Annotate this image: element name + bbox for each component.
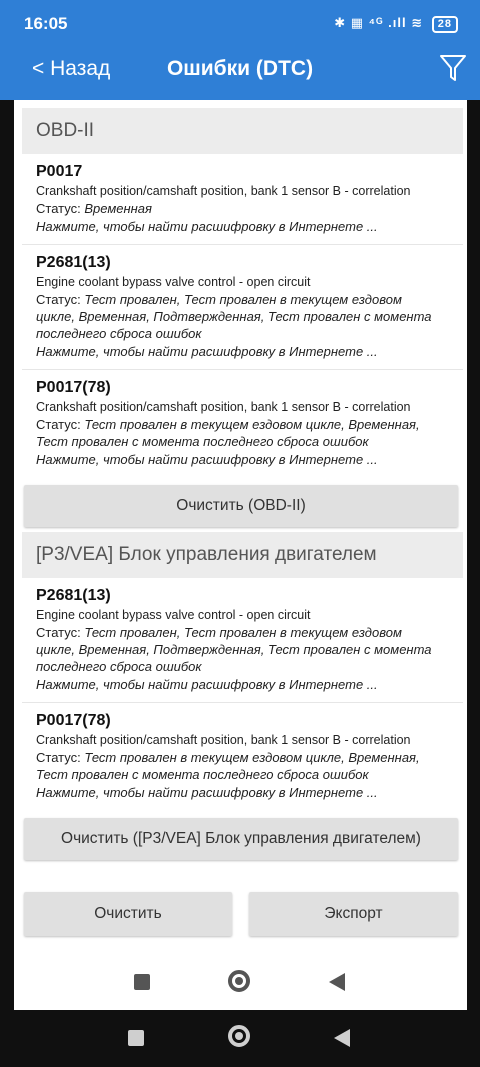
dtc-item[interactable] [22,578,463,702]
dtc-item[interactable] [22,154,463,244]
dtc-status-label: Статус: [36,417,85,432]
export-button[interactable]: Экспорт [249,892,458,936]
dtc-item[interactable] [22,245,463,369]
dtc-code: P0017(78) [36,379,111,396]
clear-all-button[interactable]: Очистить [24,892,232,936]
section-header-obd2: OBD-II [22,108,463,154]
dtc-status-line: последнего сброса ошибок [36,659,202,674]
dtc-screen [14,100,467,1010]
dtc-status-value: Тест провален в текущем ездовом цикле, Временная, [84,750,420,765]
dtc-status-line: цикле, Временная, Подтвержденная, Тест провален с момента [36,309,432,324]
dtc-status-label: Статус: [36,625,85,640]
status-icons-text: ✱ ▦ ⁴ᴳ .ıll ≋ [334,15,424,30]
dtc-search-hint[interactable]: Нажмите, чтобы найти расшифровку в Интернете ... [36,219,378,234]
dtc-status-label: Статус: [36,750,85,765]
filter-icon[interactable] [440,54,466,82]
dtc-search-hint[interactable]: Нажмите, чтобы найти расшифровку в Интернете ... [36,785,378,800]
dtc-status-value: Тест провален, Тест провален в текущем ездовом [84,292,402,307]
dtc-code: P0017 [36,163,83,180]
battery-icon: 28 [432,16,458,33]
dtc-status [36,416,449,433]
dtc-status-line: цикле, Временная, Подтвержденная, Тест провален с момента [36,642,432,657]
dtc-code: P2681(13) [36,254,111,271]
dtc-status [36,291,449,308]
dtc-status [36,749,449,766]
page-title: Ошибки (DTC) [166,57,314,80]
status-icons [334,15,458,33]
app-bar [0,50,480,100]
back-triangle-icon[interactable] [329,973,345,991]
clear-obd2-button[interactable]: Очистить (OBD-II) [24,485,458,527]
back-triangle-icon[interactable] [334,1029,350,1047]
dtc-code: P0017(78) [36,712,111,729]
dtc-description: Crankshaft position/camshaft position, bank 1 sensor B - correlation [36,733,411,747]
dtc-item[interactable] [22,370,463,476]
dtc-status [36,200,449,217]
dtc-description: Engine coolant bypass valve control - open circuit [36,275,311,289]
dtc-search-hint[interactable]: Нажмите, чтобы найти расшифровку в Интернете ... [36,452,378,467]
dtc-description: Engine coolant bypass valve control - open circuit [36,608,311,622]
recents-square-icon[interactable] [128,1030,144,1046]
dtc-status-line: последнего сброса ошибок [36,326,202,341]
dtc-status-line: Тест провален с момента последнего сброса ошибок [36,434,369,449]
dtc-code: P2681(13) [36,587,111,604]
dtc-item[interactable] [22,703,463,809]
inner-navigation-bar [14,955,467,1010]
status-time: 16:05 [24,14,68,33]
home-circle-icon[interactable] [228,1025,250,1047]
recents-square-icon[interactable] [134,974,150,990]
home-circle-icon[interactable] [228,970,250,992]
dtc-description: Crankshaft position/camshaft position, bank 1 sensor B - correlation [36,184,411,198]
dtc-search-hint[interactable]: Нажмите, чтобы найти расшифровку в Интернете ... [36,677,378,692]
dtc-status-label: Статус: [36,292,85,307]
status-bar [0,0,480,50]
back-button[interactable]: < Назад [32,57,111,80]
dtc-description: Crankshaft position/camshaft position, bank 1 sensor B - correlation [36,400,411,414]
dtc-status-line: Тест провален с момента последнего сброса ошибок [36,767,369,782]
clear-ecu-button[interactable]: Очистить ([P3/VEA] Блок управления двигателем) [24,818,458,860]
dtc-status-value: Тест провален, Тест провален в текущем ездовом [84,625,402,640]
dtc-status-value: Тест провален в текущем ездовом цикле, Временная, [84,417,420,432]
dtc-status [36,624,449,641]
dtc-status-value: Временная [84,201,152,216]
section-header-ecu: [P3/VEA] Блок управления двигателем [22,532,463,578]
dtc-status-label: Статус: [36,201,85,216]
dtc-search-hint[interactable]: Нажмите, чтобы найти расшифровку в Интернете ... [36,344,378,359]
